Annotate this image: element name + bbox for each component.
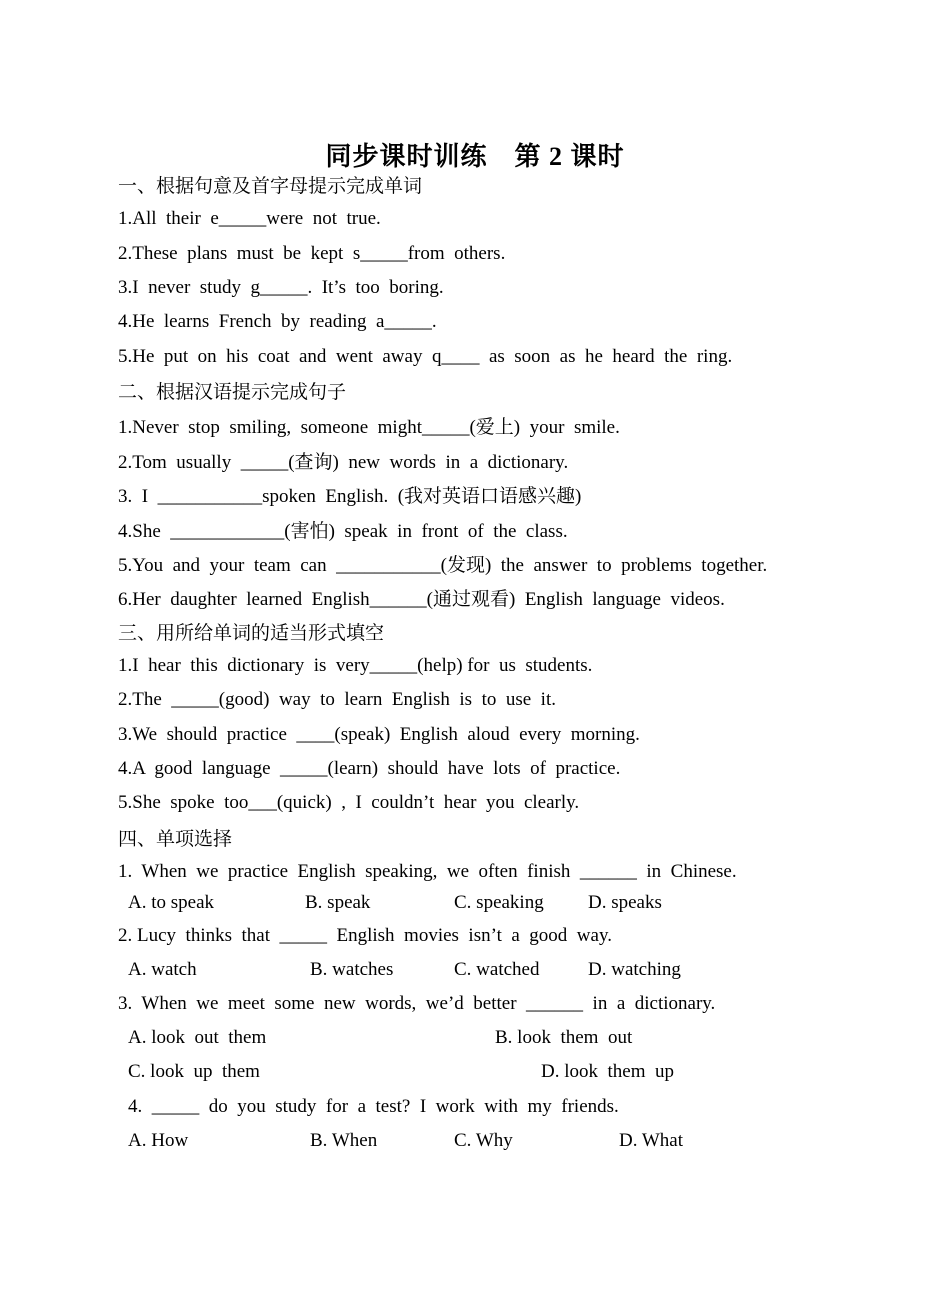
section2-item-1: 1.Never stop smiling, someone might_____(爱上) your smile. xyxy=(118,417,620,438)
section4-heading: 四、单项选择 xyxy=(118,829,233,850)
question-4-option-d: D. What xyxy=(619,1130,684,1151)
section3-item-1: 1.I hear this dictionary is very_____(help) for us students. xyxy=(118,655,593,676)
question-2-stem: 2. Lucy thinks that _____ English movies isn’t a good way. xyxy=(118,925,612,946)
section1-item-1: 1.All their e_____were not true. xyxy=(118,208,381,229)
section3-item-2: 2.The _____(good) way to learn English is to use it. xyxy=(118,689,556,710)
section2-item-3: 3. I ___________spoken English. (我对英语口语感兴趣) xyxy=(118,486,582,507)
question-4-option-a: A. How xyxy=(128,1130,189,1151)
question-2-option-c: C. watched xyxy=(454,959,540,980)
question-1-option-d: D. speaks xyxy=(588,892,662,913)
section1-item-4: 4.He learns French by reading a_____. xyxy=(118,311,437,332)
question-2-option-a: A. watch xyxy=(128,959,197,980)
page-title: 同步课时训练 第 2 课时 xyxy=(325,142,625,171)
section3-item-3: 3.We should practice ____(speak) English aloud every morning. xyxy=(118,724,640,745)
question-2-option-b: B. watches xyxy=(310,959,394,980)
section3-item-4: 4.A good language _____(learn) should have lots of practice. xyxy=(118,758,621,779)
section3-heading: 三、用所给单词的适当形式填空 xyxy=(118,623,385,644)
question-1-option-b: B. speak xyxy=(305,892,371,913)
question-1-option-a: A. to speak xyxy=(128,892,215,913)
question-4-option-b: B. When xyxy=(310,1130,378,1151)
question-2-option-d: D. watching xyxy=(588,959,681,980)
section2-item-4: 4.She ____________(害怕) speak in front of the class. xyxy=(118,521,568,542)
section2-heading: 二、根据汉语提示完成句子 xyxy=(118,382,347,403)
section1-heading: 一、根据句意及首字母提示完成单词 xyxy=(118,176,423,197)
section2-item-6: 6.Her daughter learned English______(通过观看) English language videos. xyxy=(118,589,725,610)
question-3-option-b: B. look them out xyxy=(495,1027,633,1048)
question-3-option-c: C. look up them xyxy=(128,1061,260,1082)
section1-item-2: 2.These plans must be kept s_____from others. xyxy=(118,243,506,264)
question-1-option-c: C. speaking xyxy=(454,892,544,913)
section1-item-3: 3.I never study g_____. It’s too boring. xyxy=(118,277,444,298)
question-4-option-c: C. Why xyxy=(454,1130,513,1151)
question-3-option-d: D. look them up xyxy=(541,1061,674,1082)
section1-item-5: 5.He put on his coat and went away q____ as soon as he heard the ring. xyxy=(118,346,733,367)
question-1-stem: 1. When we practice English speaking, we often finish ______ in Chinese. xyxy=(118,861,737,882)
section2-item-2: 2.Tom usually _____(查询) new words in a dictionary. xyxy=(118,452,569,473)
question-3-stem: 3. When we meet some new words, we’d better ______ in a dictionary. xyxy=(118,993,716,1014)
question-3-option-a: A. look out them xyxy=(128,1027,267,1048)
question-4-stem: 4. _____ do you study for a test? I work with my friends. xyxy=(128,1096,619,1117)
section3-item-5: 5.She spoke too___(quick) , I couldn’t hear you clearly. xyxy=(118,792,580,813)
section2-item-5: 5.You and your team can ___________(发现) the answer to problems together. xyxy=(118,555,768,576)
